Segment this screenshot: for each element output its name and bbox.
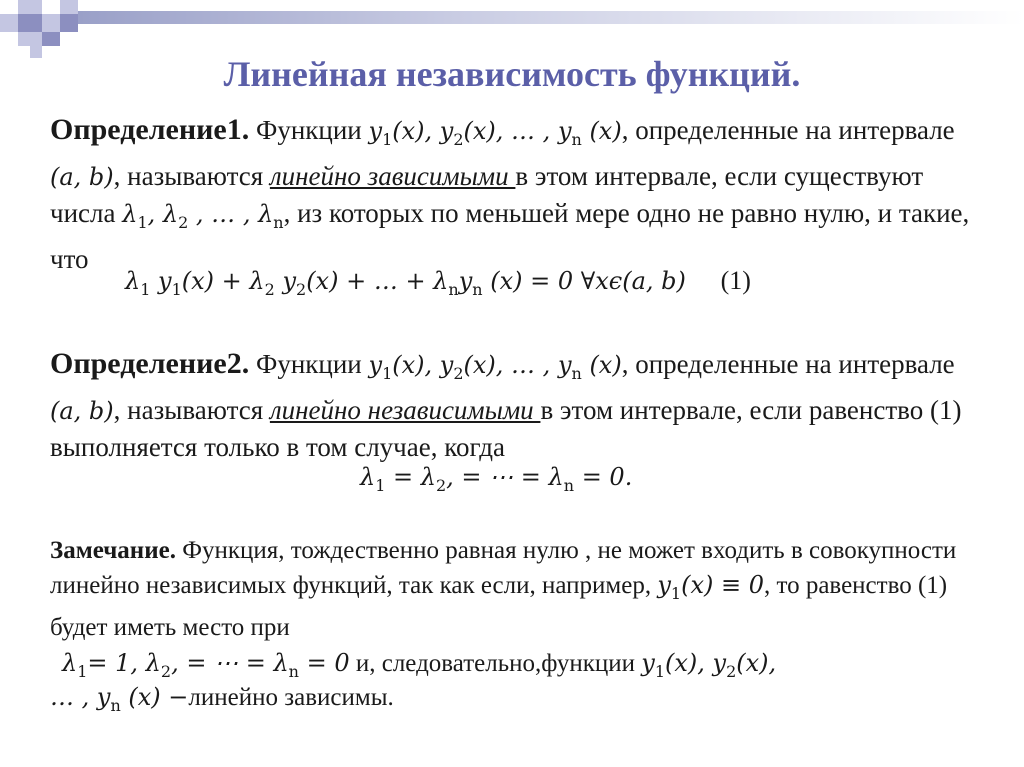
deco-square <box>42 32 60 46</box>
text: , определенные на интервале <box>621 349 955 379</box>
text: , то равенство (1) будет иметь место при <box>50 572 948 641</box>
text: , из которых по меньшей мере одно не равно нулю, и такие, что <box>50 197 970 274</box>
formula-1: $\lambda_1$ $y_1(x) + \lambda_2$ $y_2(x)$ + … + $\lambda_ny_n$ (x) = 0 ∀xϵ(a, b) (1) <box>125 266 751 299</box>
math-y: $y_1(x)$, $y_2(x)$, … , $y_n$ (x) <box>368 351 622 383</box>
deco-square <box>0 14 18 32</box>
header-gradient-bar <box>78 11 1024 24</box>
definition-1-label: Определение1. <box>50 113 250 146</box>
remark-label: Замечание. <box>50 537 176 564</box>
remark-formula: $\lambda_1= 1$, $\lambda_2$, = ⋯ = $\lambda_n = 0$ и, следовательно,функции $y_1(x)$, $y_2(x)$, <box>62 649 777 681</box>
math-lambdas: $\lambda_1$, $\lambda_2$ , … , $\lambda_n$ <box>122 199 284 232</box>
text: линейно зависимы. <box>188 684 394 711</box>
equation-number: (1) <box>720 266 751 295</box>
text: Функции <box>249 115 369 145</box>
slide-title: Линейная независимость функций. <box>223 54 801 94</box>
definition-2-label: Определение2. <box>50 347 250 380</box>
deco-square <box>60 14 78 32</box>
text: Функция, тождественно равная нулю , не может входить в совокупности линейно независимых функций, так как если, например, <box>50 537 957 599</box>
text: , называются <box>113 160 270 191</box>
deco-square <box>42 0 60 14</box>
definition-2 <box>50 346 990 465</box>
term-independent: линейно независимыми <box>269 394 541 425</box>
math-y1-zero: $y_1(x) \equiv 0$ <box>657 571 764 603</box>
deco-square <box>18 0 42 14</box>
deco-square <box>18 14 42 32</box>
remark <box>50 534 990 645</box>
math-interval: (a, b) <box>50 162 114 191</box>
definition-1 <box>50 112 990 277</box>
text: , определенные на интервале <box>621 115 955 145</box>
deco-square <box>18 32 42 46</box>
math-y1: $y_1(x)$, $y_2(x)$, … , $y_n$ (x) <box>368 117 622 149</box>
text: в этом интервале, если существуют числа <box>50 160 924 228</box>
text: , называются <box>113 394 270 425</box>
deco-square <box>42 14 60 32</box>
math-interval: (a, b) <box>50 396 114 425</box>
text: и, следовательно,функции <box>349 650 642 677</box>
formula-2: $\lambda_1 = \lambda_2$, = ⋯ = $\lambda_n = 0$. <box>360 463 633 495</box>
term-dependent: линейно зависимыми <box>269 160 516 191</box>
text: в этом интервале, если равенство (1) выполняется только в том случае, когда <box>50 394 962 462</box>
header-decoration <box>0 0 1024 60</box>
deco-square <box>60 0 78 14</box>
remark-conclusion: … , $y_n$ (x) −линейно зависимы. <box>50 683 394 715</box>
text: Функции <box>249 349 369 379</box>
